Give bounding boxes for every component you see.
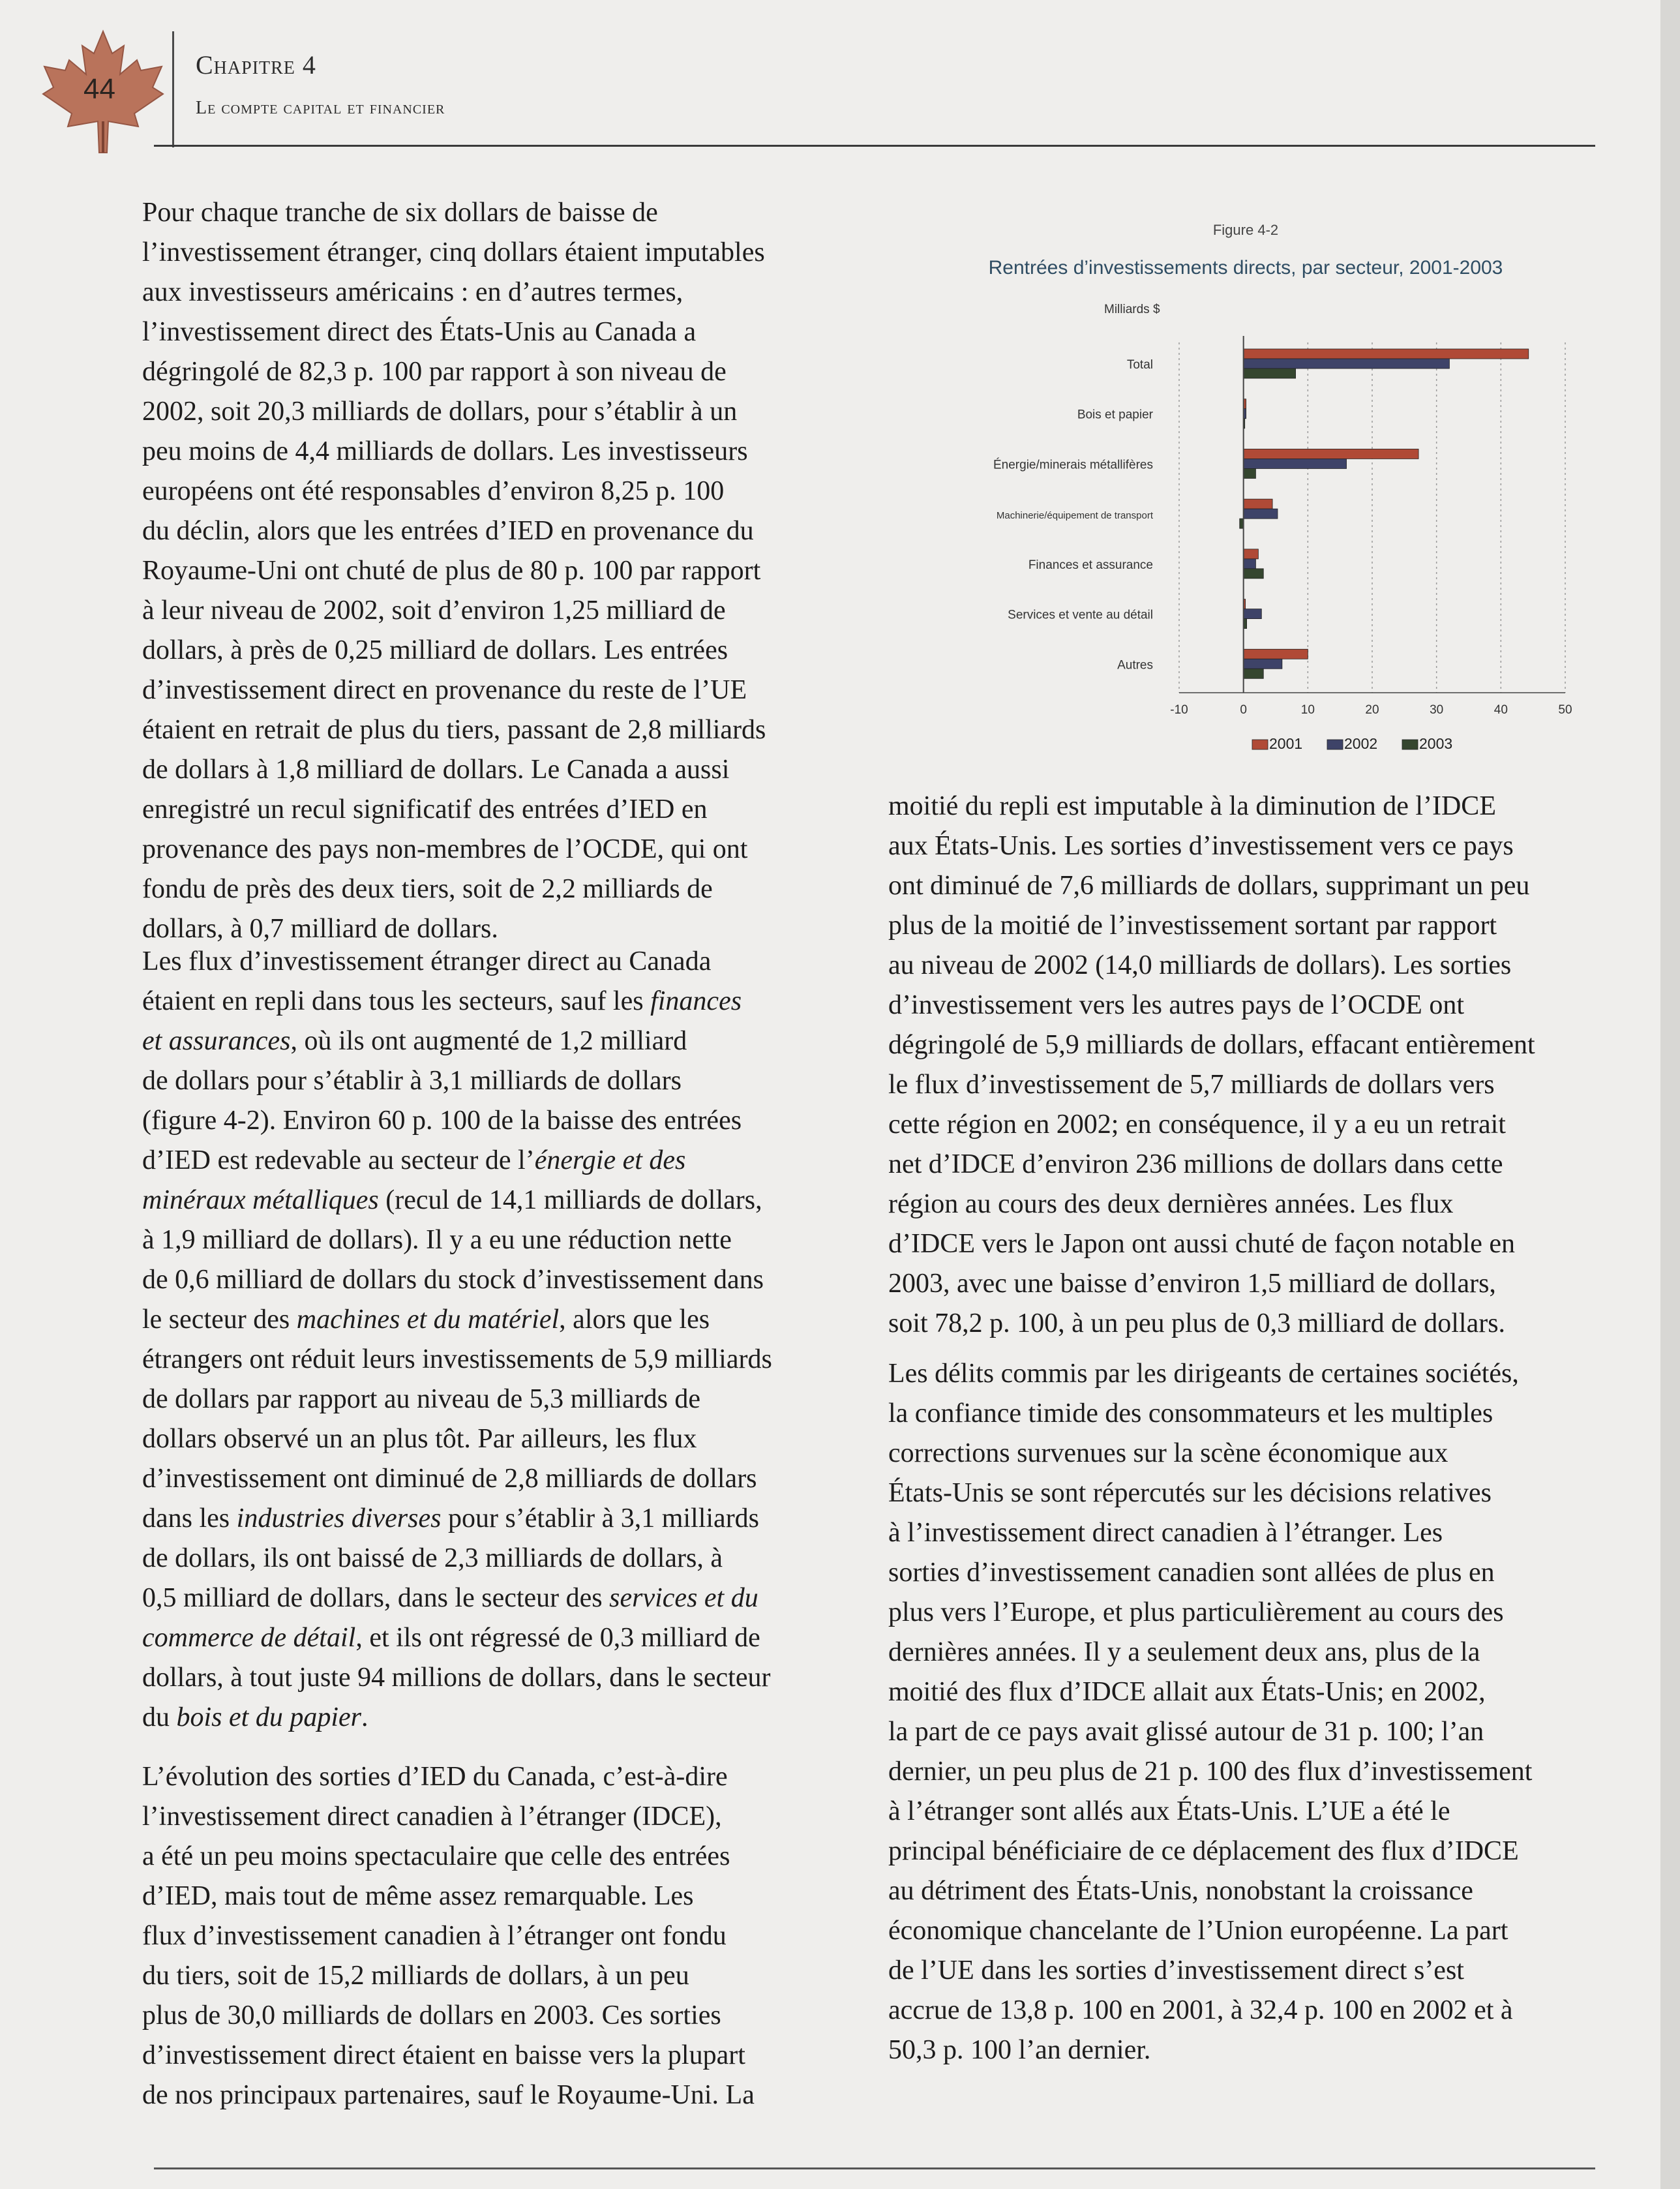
- text-run: ont diminué de 7,6 milliards de dollars, supprimant un peu: [888, 871, 1530, 901]
- text-line: [142, 193, 866, 233]
- text-line: [888, 1473, 1606, 1513]
- text-line: [888, 1712, 1606, 1752]
- text-line: [142, 352, 866, 392]
- text-run: du tiers, soit de 15,2 milliards de dollars, à un peu: [142, 1961, 689, 1991]
- bar-2002-6: [1244, 659, 1282, 669]
- text-run: , alors que les: [559, 1305, 710, 1335]
- paragraph-right-1: [888, 787, 1606, 1344]
- italic-text: commerce de détail: [142, 1623, 356, 1653]
- text-line: [888, 986, 1606, 1025]
- text-line: [888, 1633, 1606, 1672]
- text-run: d’IED, mais tout de même assez remarquable. Les: [142, 1881, 694, 1911]
- text-run: de l’UE dans les sorties d’investissement direct s’est: [888, 1955, 1464, 1985]
- text-run: de dollars par rapport au niveau de 5,3 milliards de: [142, 1384, 701, 1414]
- chart-tick-labels: [1170, 703, 1572, 717]
- text-run: L’évolution des sorties d’IED du Canada, c’est-à-dire: [142, 1762, 728, 1792]
- italic-text: industries diverses: [236, 1503, 442, 1533]
- text-line: [142, 432, 866, 472]
- text-run: États-Unis se sont répercutés sur les décisions relatives: [888, 1478, 1492, 1508]
- text-line: [142, 1499, 866, 1539]
- text-line: [142, 1658, 866, 1698]
- text-line: [142, 1996, 866, 2036]
- text-run: dans les: [142, 1503, 237, 1533]
- bar-2002-5: [1244, 609, 1262, 619]
- category-label: Autres: [1117, 658, 1153, 672]
- chart-category-labels: [993, 358, 1154, 672]
- text-run: le secteur des: [142, 1305, 297, 1335]
- footer-rule: [154, 2167, 1595, 2169]
- text-line: [888, 1513, 1606, 1553]
- text-run: étrangers ont réduit leurs investissements de 5,9 milliards: [142, 1344, 772, 1374]
- text-run: , où ils ont augmenté de 1,2 milliard: [290, 1026, 687, 1056]
- text-run: étaient en retrait de plus du tiers, passant de 2,8 milliards: [142, 715, 766, 745]
- text-line: [142, 1757, 866, 1797]
- text-line: [888, 2030, 1606, 2070]
- text-line: [142, 1837, 866, 1877]
- text-run: Les flux d’investissement étranger direct au Canada: [142, 946, 712, 976]
- text-line: [142, 631, 866, 671]
- category-label: Services et vente au détail: [1008, 608, 1153, 622]
- text-run: à leur niveau de 2002, soit d’environ 1,25 milliard de: [142, 596, 726, 626]
- text-run: flux d’investissement canadien à l’étranger ont fondu: [142, 1921, 727, 1951]
- text-line: [888, 946, 1606, 986]
- bar-2002-2: [1244, 459, 1347, 468]
- chart-unit-label: Milliards $: [1104, 303, 1160, 316]
- text-line: [142, 1101, 866, 1141]
- text-line: [888, 1394, 1606, 1434]
- italic-text: finances: [650, 986, 742, 1016]
- text-run: à l’investissement direct canadien à l’étranger. Les: [888, 1518, 1443, 1548]
- text-line: [142, 1260, 866, 1300]
- text-run: Pour chaque tranche de six dollars de baisse de: [142, 198, 658, 228]
- text-line: [142, 710, 866, 750]
- text-line: [888, 1951, 1606, 1991]
- text-line: [888, 1304, 1606, 1344]
- text-run: d’IED est redevable au secteur de l’: [142, 1145, 535, 1175]
- text-line: [888, 787, 1606, 826]
- text-line: [888, 1832, 1606, 1871]
- text-run: européens ont été responsables d’environ 8,25 p. 100: [142, 476, 725, 506]
- text-line: [888, 1911, 1606, 1951]
- header-rule: [154, 145, 1595, 147]
- category-label: Machinerie/équipement de transport: [996, 510, 1153, 522]
- text-run: a été un peu moins spectaculaire que celle des entrées: [142, 1841, 730, 1871]
- text-line: [888, 1553, 1606, 1593]
- italic-text: machines et du matériel: [296, 1305, 560, 1335]
- text-run: dollars, à 0,7 milliard de dollars.: [142, 914, 498, 944]
- text-line: [142, 1181, 866, 1220]
- legend-swatch-2001: [1252, 740, 1268, 749]
- chapter-heading: Chapitre 4: [196, 50, 316, 80]
- text-run: région au cours des deux dernières années. Les flux: [888, 1189, 1454, 1219]
- bar-2001-2: [1244, 449, 1418, 459]
- text-run: (recul de 14,1 milliards de dollars,: [378, 1185, 762, 1215]
- legend-label: 2001: [1269, 735, 1303, 752]
- text-line: [888, 866, 1606, 906]
- text-line: [142, 1698, 866, 1738]
- text-line: [888, 1065, 1606, 1105]
- text-run: moitié des flux d’IDCE allait aux États-Unis; en 2002,: [888, 1677, 1486, 1707]
- text-run: dégringolé de 5,9 milliards de dollars, effacant entièrement: [888, 1030, 1535, 1060]
- text-line: [142, 1380, 866, 1419]
- text-line: [888, 1224, 1606, 1264]
- text-run: enregistré un recul significatif des entrées d’IED en: [142, 794, 708, 824]
- text-run: , et ils ont régressé de 0,3 milliard de: [355, 1623, 760, 1653]
- text-run: 2003, avec une baisse d’environ 1,5 milliard de dollars,: [888, 1269, 1496, 1299]
- text-line: [888, 906, 1606, 946]
- text-line: [142, 511, 866, 551]
- text-line: [888, 1185, 1606, 1224]
- text-line: [142, 1419, 866, 1459]
- text-line: [142, 750, 866, 790]
- x-tick-label: 30: [1430, 703, 1444, 717]
- text-line: [142, 1797, 866, 1837]
- x-tick-label: 20: [1365, 703, 1379, 717]
- text-line: [142, 233, 866, 273]
- paragraph-left-3: [142, 1757, 866, 2115]
- text-line: [142, 2076, 866, 2115]
- text-run: fondu de près des deux tiers, soit de 2,2 milliards de: [142, 874, 713, 904]
- chart-title: Rentrées d’investissements directs, par secteur, 2001-2003: [988, 257, 1503, 279]
- paragraph-right-2: [888, 1354, 1606, 2070]
- text-run: de dollars pour s’établir à 3,1 milliards de dollars: [142, 1066, 682, 1096]
- text-line: [888, 1105, 1606, 1145]
- header-vertical-rule: [172, 31, 174, 147]
- category-label: Énergie/minerais métallifères: [993, 458, 1153, 472]
- legend-label: 2003: [1419, 735, 1453, 752]
- legend-label: 2002: [1344, 735, 1378, 752]
- text-run: cette région en 2002; en conséquence, il y a eu un retrait: [888, 1110, 1506, 1140]
- text-line: [142, 273, 866, 312]
- text-line: [142, 1300, 866, 1340]
- text-run: principal bénéficiaire de ce déplacement des flux d’IDCE: [888, 1836, 1519, 1866]
- text-line: [888, 1672, 1606, 1712]
- text-run: à l’étranger sont allés aux États-Unis. L’UE a été le: [888, 1796, 1450, 1826]
- text-run: étaient en repli dans tous les secteurs, sauf les: [142, 986, 651, 1016]
- text-run: au niveau de 2002 (14,0 milliards de dollars). Les sorties: [888, 950, 1512, 980]
- text-run: provenance des pays non-membres de l’OCDE, qui ont: [142, 834, 748, 864]
- text-line: [142, 830, 866, 869]
- chart-grid: [1179, 342, 1565, 693]
- bar-2001-6: [1244, 649, 1308, 659]
- page-edge: [1660, 0, 1680, 2189]
- legend-swatch-2003: [1402, 740, 1418, 749]
- text-line: [888, 1354, 1606, 1394]
- text-run: 2002, soit 20,3 milliards de dollars, pour s’établir à un: [142, 397, 738, 427]
- text-run: de dollars à 1,8 milliard de dollars. Le Canada a aussi: [142, 755, 730, 785]
- text-run: la confiance timide des consommateurs et les multiples: [888, 1398, 1493, 1428]
- x-tick-label: 0: [1240, 703, 1247, 717]
- bar-2003-4: [1244, 569, 1264, 579]
- page-number: 44: [83, 73, 115, 105]
- text-run: aux États-Unis. Les sorties d’investissement vers ce pays: [888, 831, 1514, 861]
- text-run: dollars observé un an plus tôt. Par ailleurs, les flux: [142, 1424, 697, 1454]
- text-run: Royaume-Uni ont chuté de plus de 80 p. 100 par rapport: [142, 556, 761, 586]
- bar-2002-0: [1244, 359, 1450, 369]
- category-label: Bois et papier: [1077, 408, 1153, 422]
- text-line: [142, 2036, 866, 2076]
- text-line: [142, 551, 866, 591]
- bar-2002-3: [1244, 509, 1278, 519]
- text-run: pour s’établir à 3,1 milliards: [441, 1503, 760, 1533]
- text-run: 0,5 milliard de dollars, dans le secteur des: [142, 1583, 610, 1613]
- text-line: [888, 1434, 1606, 1473]
- legend-swatch-2002: [1327, 740, 1343, 749]
- text-line: [142, 671, 866, 710]
- bar-2001-3: [1244, 499, 1272, 509]
- text-run: la part de ce pays avait glissé autour de 31 p. 100; l’an: [888, 1717, 1484, 1747]
- bar-2002-4: [1244, 559, 1256, 569]
- bar-2003-6: [1244, 669, 1264, 678]
- text-run: aux investisseurs américains : en d’autres termes,: [142, 277, 683, 307]
- text-line: [142, 472, 866, 511]
- text-line: [142, 1340, 866, 1380]
- text-run: plus de 30,0 milliards de dollars en 2003. Ces sorties: [142, 2000, 721, 2030]
- x-tick-label: 50: [1558, 703, 1572, 717]
- bar-2001-4: [1244, 549, 1259, 559]
- category-label: Finances et assurance: [1028, 558, 1153, 572]
- text-run: de 0,6 milliard de dollars du stock d’investissement dans: [142, 1265, 764, 1295]
- text-line: [142, 1956, 866, 1996]
- chapter-subtitle: Le compte capital et financier: [196, 98, 445, 118]
- text-line: [142, 1220, 866, 1260]
- text-line: [888, 1871, 1606, 1911]
- text-run: plus de la moitié de l’investissement sortant par rapport: [888, 911, 1497, 941]
- text-run: l’investissement direct des États-Unis au Canada a: [142, 317, 697, 347]
- text-run: peu moins de 4,4 milliards de dollars. Les investisseurs: [142, 436, 748, 466]
- text-line: [142, 312, 866, 352]
- text-run: dernières années. Il y a seulement deux ans, plus de la: [888, 1637, 1480, 1667]
- italic-text: services et du: [609, 1583, 758, 1613]
- text-run: dernier, un peu plus de 21 p. 100 des flux d’investissement: [888, 1757, 1533, 1787]
- x-tick-label: -10: [1170, 703, 1188, 717]
- text-run: 50,3 p. 100 l’an dernier.: [888, 2035, 1151, 2065]
- text-run: plus vers l’Europe, et plus particulièrement au cours des: [888, 1597, 1504, 1627]
- text-run: l’investissement direct canadien à l’étranger (IDCE),: [142, 1802, 722, 1832]
- text-run: économique chancelante de l’Union européenne. La part: [888, 1916, 1508, 1946]
- chart-legend: [1252, 735, 1452, 752]
- text-line: [142, 790, 866, 830]
- paragraph-left-1: [142, 193, 866, 949]
- text-run: de nos principaux partenaires, sauf le Royaume-Uni. La: [142, 2080, 755, 2110]
- text-line: [142, 1061, 866, 1101]
- text-line: [142, 1021, 866, 1061]
- text-run: du déclin, alors que les entrées d’IED en provenance du: [142, 516, 754, 546]
- text-run: sorties d’investissement canadien sont allées de plus en: [888, 1558, 1495, 1588]
- x-tick-label: 10: [1300, 703, 1315, 717]
- text-run: de dollars, ils ont baissé de 2,3 milliards de dollars, à: [142, 1543, 723, 1573]
- text-line: [142, 982, 866, 1021]
- text-run: moitié du repli est imputable à la diminution de l’IDCE: [888, 791, 1496, 821]
- text-line: [888, 1752, 1606, 1792]
- text-run: l’investissement étranger, cinq dollars étaient imputables: [142, 237, 765, 267]
- text-line: [142, 392, 866, 432]
- text-line: [142, 591, 866, 631]
- paragraph-left-2: [142, 942, 866, 1738]
- text-run: à 1,9 milliard de dollars). Il y a eu une réduction nette: [142, 1225, 732, 1255]
- text-run: accrue de 13,8 p. 100 en 2001, à 32,4 p. 100 en 2002 et à: [888, 1995, 1513, 2025]
- text-line: [888, 1264, 1606, 1304]
- bar-2001-0: [1244, 349, 1529, 359]
- text-line: [142, 869, 866, 909]
- text-run: (figure 4-2). Environ 60 p. 100 de la baisse des entrées: [142, 1106, 742, 1136]
- text-run: dégringolé de 82,3 p. 100 par rapport à son niveau de: [142, 357, 727, 387]
- text-run: .: [361, 1702, 368, 1732]
- italic-text: et assurances: [142, 1026, 291, 1056]
- text-run: d’investissement ont diminué de 2,8 milliards de dollars: [142, 1464, 757, 1494]
- text-run: du: [142, 1702, 177, 1732]
- text-line: [142, 1877, 866, 1916]
- text-run: corrections survenues sur la scène économique aux: [888, 1438, 1448, 1468]
- text-line: [142, 1459, 866, 1499]
- text-run: net d’IDCE d’environ 236 millions de dollars dans cette: [888, 1149, 1503, 1179]
- italic-text: énergie et des: [534, 1145, 686, 1175]
- text-line: [142, 942, 866, 982]
- text-run: dollars, à tout juste 94 millions de dollars, dans le secteur: [142, 1663, 771, 1693]
- text-line: [888, 826, 1606, 866]
- text-run: d’investissement direct en provenance du reste de l’UE: [142, 675, 747, 705]
- text-line: [888, 1593, 1606, 1633]
- bar-2003-2: [1244, 468, 1256, 478]
- text-run: au détriment des États-Unis, nonobstant la croissance: [888, 1876, 1473, 1906]
- text-line: [888, 1025, 1606, 1065]
- text-line: [888, 1792, 1606, 1832]
- category-label: Total: [1126, 358, 1153, 372]
- text-line: [888, 1145, 1606, 1185]
- text-line: [142, 1916, 866, 1956]
- bar-2003-0: [1244, 369, 1296, 378]
- text-line: [142, 1141, 866, 1181]
- text-run: d’IDCE vers le Japon ont aussi chuté de façon notable en: [888, 1229, 1516, 1259]
- text-line: [888, 1991, 1606, 2030]
- figure-4-2-chart: [867, 209, 1624, 783]
- italic-text: minéraux métalliques: [142, 1185, 379, 1215]
- x-tick-label: 40: [1493, 703, 1508, 717]
- figure-label: Figure 4-2: [1212, 222, 1279, 238]
- text-run: dollars, à près de 0,25 milliard de dollars. Les entrées: [142, 635, 728, 665]
- italic-text: bois et du papier: [176, 1702, 361, 1732]
- chart-bars: [1240, 349, 1529, 678]
- text-run: soit 78,2 p. 100, à un peu plus de 0,3 milliard de dollars.: [888, 1308, 1506, 1338]
- text-run: Les délits commis par les dirigeants de certaines sociétés,: [888, 1359, 1519, 1389]
- text-run: le flux d’investissement de 5,7 milliards de dollars vers: [888, 1070, 1495, 1100]
- text-line: [142, 1578, 866, 1618]
- text-run: d’investissement direct étaient en baisse vers la plupart: [142, 2040, 745, 2070]
- text-line: [142, 1539, 866, 1578]
- text-line: [142, 1618, 866, 1658]
- text-run: d’investissement vers les autres pays de l’OCDE ont: [888, 990, 1464, 1020]
